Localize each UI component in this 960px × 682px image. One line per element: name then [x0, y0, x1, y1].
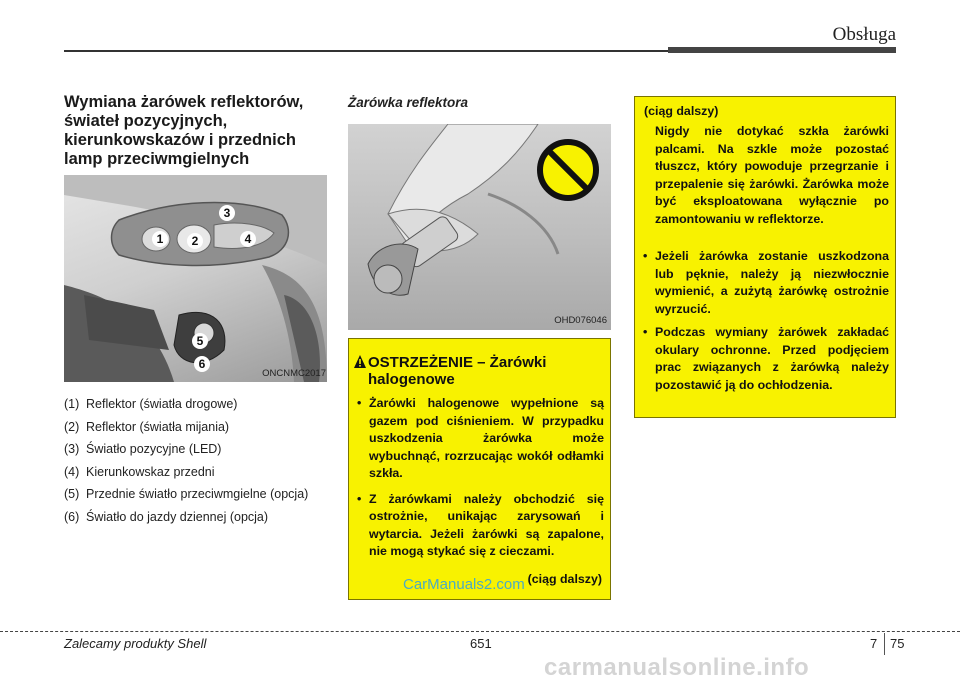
bullet-text: Żarówki halogenowe wypełnione są gazem pod ciśnieniem. W przypadku uszkodzenia żarówka może wybuchnąć, rozrzucając wokół odłamki szkła. — [369, 396, 604, 480]
watermark[interactable]: CarManuals2.com — [403, 576, 525, 593]
halogen-bulb-photo — [348, 124, 611, 330]
bullet-text: Z żarówkami należy obchodzić się ostrożnie, unikając zarysowań i wytarcia. Jeżeli żarówki są zapalone, nie mogą stykać się z cieczami. — [369, 491, 604, 558]
prohibition-icon — [536, 138, 600, 202]
warning-bullet: • Jeżeli żarówka zostanie uszkodzona lub pęknie, należy ją niezwłocznie wymienić, a zużytą żarówkę ostrożnie wyrzucić. — [643, 248, 889, 318]
callout-2: 2 — [187, 233, 203, 249]
site-watermark[interactable]: carmanualsonline.info — [544, 654, 810, 681]
footer-rule — [0, 631, 960, 632]
warning-title — [368, 354, 546, 388]
legend-item — [64, 506, 328, 529]
continued-heading: (ciąg dalszy) — [644, 104, 719, 118]
warning-bullet: • Z żarówkami należy obchodzić się ostrożnie, unikając zarysowań i wytarcia. Jeżeli żarówki są zapalone, nie mogą stykać się z cieczami. — [357, 491, 604, 561]
legend-num: (1) — [64, 397, 80, 411]
continued-label: (ciąg dalszy) — [527, 572, 602, 586]
subsection-heading: Żarówka reflektora — [348, 95, 469, 110]
photo-code: OHD076046 — [554, 315, 607, 326]
legend-text: Reflektor (światła drogowe) — [86, 397, 238, 411]
footer-number: 651 — [470, 636, 492, 651]
legend-text: Kierunkowskaz przedni — [86, 464, 215, 479]
legend-text: Światło pozycyjne (LED) — [86, 442, 222, 456]
warning-bullet-list — [357, 395, 604, 561]
legend-item — [64, 438, 328, 461]
legend-item — [64, 393, 328, 416]
photo-code: ONCNMC2017 — [262, 368, 326, 379]
footer-tagline: Zalecamy produkty Shell — [64, 636, 207, 651]
legend-num: (2) — [64, 419, 80, 434]
warning-title-line1: OSTRZEŻENIE – Żarówki — [368, 354, 547, 371]
legend-num: (3) — [64, 442, 80, 456]
section-title: Obsługa — [832, 24, 896, 45]
warning-title-line2: halogenowe — [368, 371, 455, 388]
header-rule — [64, 50, 676, 52]
warning-bullet: • Podczas wymiany żarówek zakładać okulary ochronne. Przed podjęciem prac związanych z żarówką należy pozostawić ją do ochłodzenia. — [643, 324, 889, 394]
chapter-number: 7 — [870, 636, 878, 651]
legend-num: (5) — [64, 487, 80, 501]
callout-3: 3 — [219, 205, 235, 221]
legend-text: Przednie światło przeciwmgielne (opcja) — [86, 487, 309, 501]
section-heading: Wymiana żarówek reflektorów, świateł pozycyjnych, kierunkowskazów i przednich lamp przeciwmgielnych — [64, 93, 304, 168]
page-number: 75 — [890, 636, 905, 651]
warning-paragraph: Nigdy nie dotykać szkła żarówki palcami. Na szkle może pozostać tłuszcz, który powoduje przegrzanie i przepalenie się żarówki. Żarówka może być eksploatowana wyłącznie po zamontowaniu w reflektorze. — [655, 124, 889, 226]
footer-separator — [884, 633, 885, 655]
callout-5: 5 — [192, 333, 208, 349]
warning-triangle-icon — [353, 354, 367, 369]
legend-item — [64, 483, 328, 506]
bullet-text: Podczas wymiany żarówek zakładać okulary ochronne. Przed podjęciem prac związanych z żarówką należy pozostawić ją do ochłodzenia. — [655, 325, 889, 392]
bullet-text: Jeżeli żarówka zostanie uszkodzona lub pęknie, należy ją niezwłocznie wymienić, a zużytą żarówkę ostrożnie wyrzucić. — [655, 249, 889, 316]
callout-1: 1 — [152, 231, 168, 247]
legend-num: (6) — [64, 509, 80, 524]
car-front-illustration — [64, 175, 327, 382]
legend-text: Reflektor (światła mijania) — [86, 419, 230, 434]
car-headlight-photo — [64, 175, 327, 382]
header-rule-accent — [668, 47, 896, 53]
warning-bullet: • Żarówki halogenowe wypełnione są gazem pod ciśnieniem. W przypadku uszkodzenia żarówka może wybuchnąć, rozrzucając wokół odłamki szkła. — [357, 395, 604, 483]
callout-6: 6 — [194, 356, 210, 372]
legend-list — [64, 393, 328, 528]
warning-bullet-list — [643, 248, 889, 394]
callout-4: 4 — [240, 231, 256, 247]
legend-num: (4) — [64, 464, 80, 479]
legend-item — [64, 416, 328, 439]
legend-item — [64, 461, 328, 484]
legend-text: Światło do jazdy dziennej (opcja) — [86, 509, 269, 524]
